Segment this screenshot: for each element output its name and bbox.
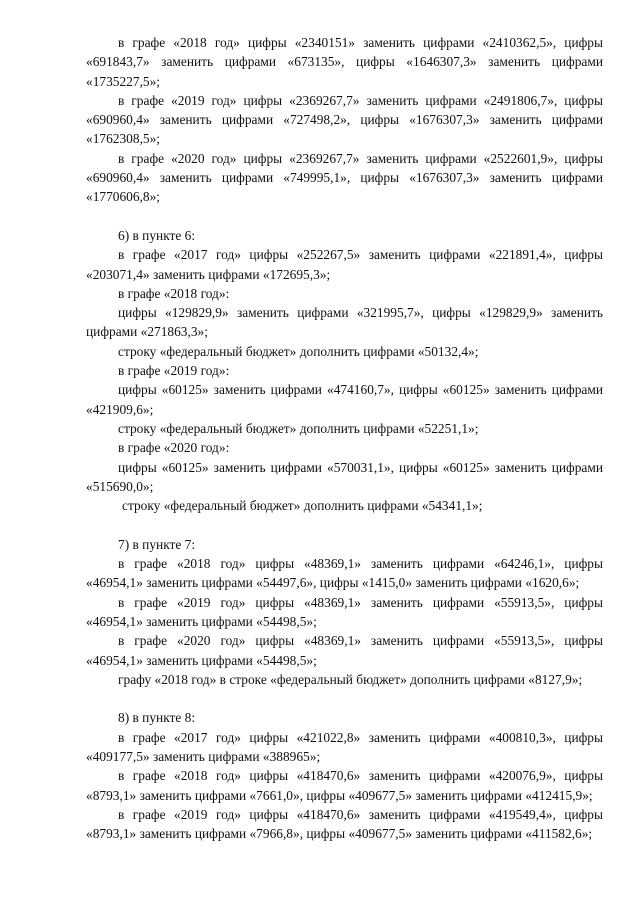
paragraph: в графе «2020 год»: [118,440,230,456]
paragraph: цифры «129829,9» заменить цифрами «321995,7», цифры «129829,9» заменить цифрами «271863,3»; [86,305,603,340]
paragraph: в графе «2019 год»: [118,363,230,379]
paragraph: в графе «2018 год»: [118,285,230,301]
paragraph: строку «федеральный бюджет» дополнить цифрами «54341,1»; [122,498,483,514]
section-heading: 8) в пункте 8: [118,710,196,726]
paragraph: в графе «2020 год» цифры «48369,1» заменить цифрами «55913,5», цифры «46954,1» заменить цифрами «54498,5»; [86,633,603,668]
paragraph: цифры «60125» заменить цифрами «570031,1», цифры «60125» заменить цифрами «515690,0»; [86,459,603,494]
paragraph: цифры «60125» заменить цифрами «474160,7», цифры «60125» заменить цифрами «421909,6»; [86,382,603,417]
paragraph: строку «федеральный бюджет» дополнить цифрами «52251,1»; [118,420,479,436]
paragraph: в графе «2019 год» цифры «48369,1» заменить цифрами «55913,5», цифры «46954,1» заменить цифрами «54498,5»; [86,594,603,629]
paragraph: в графе «2019 год» цифры «418470,6» заменить цифрами «419549,4», цифры «8793,1» заменить цифрами «7966,8», цифры «409677,5» заменить цифрами «411582,6»; [86,806,603,842]
paragraph: в графе «2018 год» цифры «418470,6» заменить цифрами «420076,9», цифры «8793,1» заменить цифрами «7661,0», цифры «409677,5» заменить цифрами «412415,9»; [86,768,603,803]
paragraph-spacer [86,689,603,708]
paragraph: в графе «2018 год» цифры «2340151» заменить цифрами «2410362,5», цифры «691843,7» заменить цифрами «673135», цифры «1646307,3» заменить цифрами «1735227,5»; [86,35,603,89]
paragraph: в графе «2017 год» цифры «421022,8» заменить цифрами «400810,3», цифры «409177,5» заменить цифрами «388965»; [86,729,603,764]
document-page [86,33,603,843]
paragraph-spacer [86,207,603,226]
paragraph: в графе «2017 год» цифры «252267,5» заменить цифрами «221891,4», цифры «203071,4» заменить цифрами «172695,3»; [86,247,603,282]
paragraph: в графе «2020 год» цифры «2369267,7» заменить цифрами «2522601,9», цифры «690960,4» заменить цифрами «749995,1», цифры «1676307,3» заменить цифрами «1770606,8»; [86,150,603,205]
paragraph: в графе «2019 год» цифры «2369267,7» заменить цифрами «2491806,7», цифры «690960,4» заменить цифрами «727498,2», цифры «1676307,3» заменить цифрами «1762308,5»; [86,92,603,147]
section-heading: 7) в пункте 7: [118,536,196,552]
paragraph: строку «федеральный бюджет» дополнить цифрами «50132,4»; [118,343,479,359]
paragraph-spacer [86,515,603,534]
section-heading: 6) в пункте 6: [118,227,196,243]
paragraph: графу «2018 год» в строке «федеральный бюджет» дополнить цифрами «8127,9»; [118,671,583,687]
paragraph: в графе «2018 год» цифры «48369,1» заменить цифрами «64246,1», цифры «46954,1» заменить цифрами «54497,6», цифры «1415,0» заменить цифрами «1620,6»; [86,556,603,591]
